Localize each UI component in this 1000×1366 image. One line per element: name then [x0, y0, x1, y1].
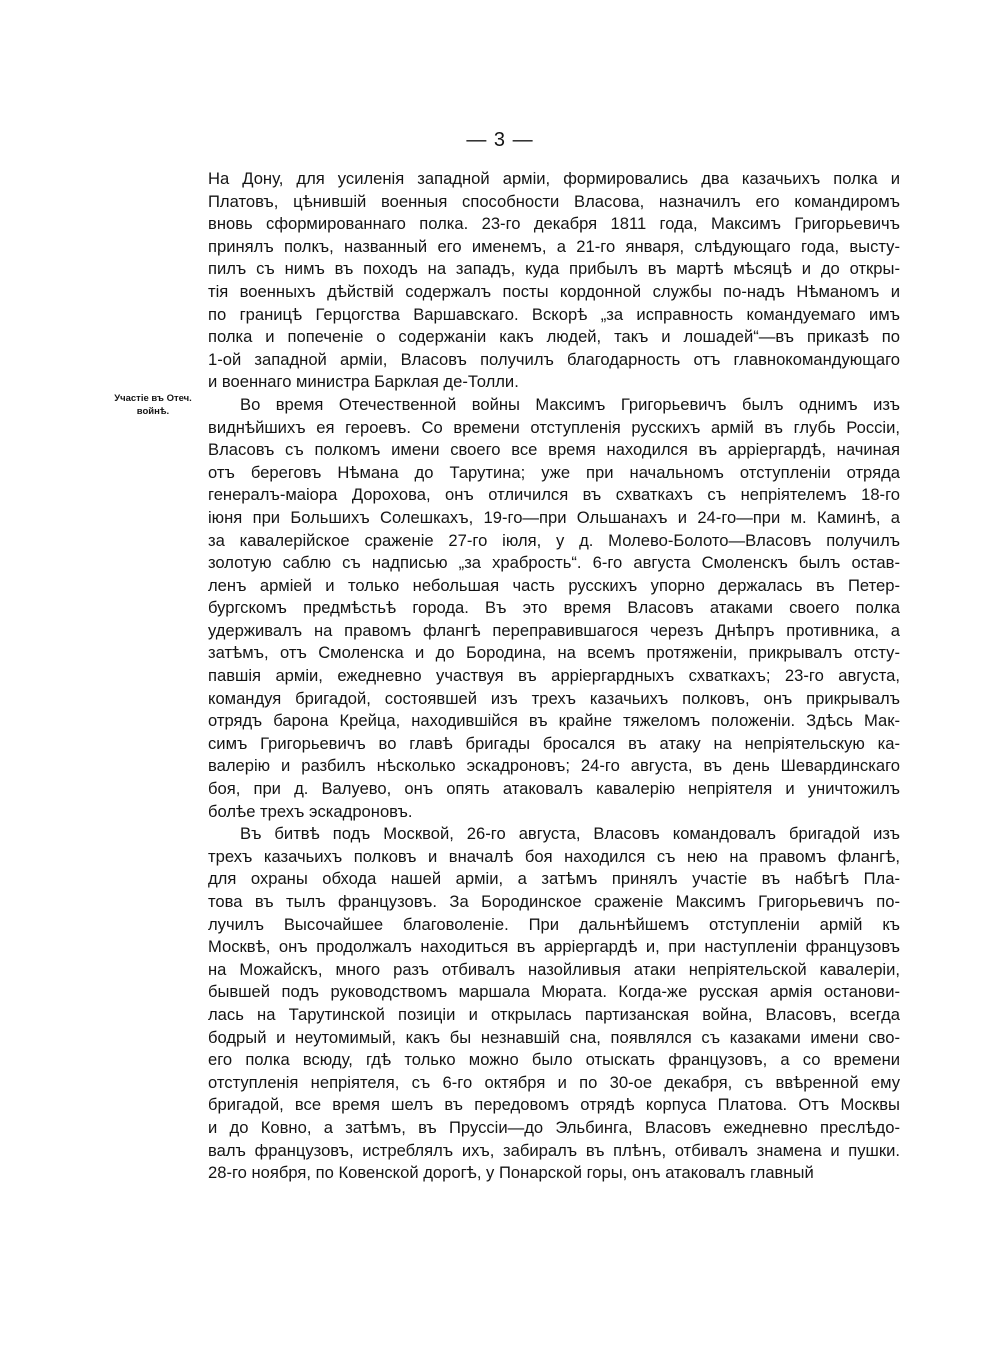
text-line: това въ тылъ французовъ. За Бородинское сраженіе Максимъ Григорьевичъ по-: [208, 892, 900, 911]
text-line: командуя бригадой, состоявшей изъ трехъ казачьихъ полковъ, онъ прикрывалъ: [208, 688, 900, 708]
text-line: симъ Григорьевичъ во главѣ бригады бросался въ атаку на непріятельскую ка-: [208, 733, 900, 753]
text-line: принялъ полкъ, названный его именемъ, а 21-го января, слѣдующаго года, высту-: [208, 236, 900, 256]
paragraph: [208, 168, 900, 394]
text-line: лась на Тарутинской позиціи и открылась партизанская война, Власовъ, всегда: [208, 1004, 900, 1024]
text-line: отрядъ барона Крейца, находившійся въ крайне тяжеломъ положеніи. Здѣсь Мак-: [208, 711, 900, 731]
text-line: золотую саблю съ надписью „за храбрость“. 6-го августа Смоленскъ былъ остав-: [208, 553, 900, 573]
text-line: лучилъ Высочайшее благоволеніе. При дальнѣйшемъ отступленіи армій къ: [208, 914, 900, 934]
text-line: Въ битвѣ подъ Москвой, 26-го августа, Власовъ командовалъ бригадой изъ: [240, 824, 900, 844]
text-line: бургскомъ предмѣстьѣ города. Въ это время Власовъ атаками своего полка: [208, 598, 900, 618]
text-line: трехъ казачьихъ полковъ и вначалѣ боя находился съ нею на правомъ флангѣ,: [208, 846, 900, 866]
margin-note-line: войнѣ.: [136, 406, 170, 417]
paragraph: [208, 823, 900, 1185]
text-line: болѣе трехъ эскадроновъ.: [208, 801, 413, 821]
text-line: и военнаго министра Барклая де-Толли.: [208, 372, 519, 392]
text-line: тія военныхъ дѣйствій содержалъ посты кордонной службы по-надъ Нѣманомъ и: [208, 281, 900, 301]
text-line: бодрый и неутомимый, какъ бы незнавшій сна, появлялся съ казаками имени сво-: [208, 1027, 900, 1047]
text-line: виднѣйшихъ ея героевъ. Со времени отступленія русскихъ армій въ глубь Россіи,: [208, 417, 900, 437]
paragraph: [208, 394, 900, 823]
text-line: Москвѣ, онъ продолжалъ находиться въ арріергардѣ и, при наступленіи французовъ: [208, 937, 900, 957]
text-line: 1-ой западной арміи, Власовъ получилъ благодарность отъ главнокомандующаго: [208, 349, 900, 369]
page-number: — 3 —: [466, 129, 534, 151]
text-line: генералъ-маіора Дорохова, онъ отличился въ схваткахъ съ непріятелемъ 18-го: [208, 485, 900, 505]
text-line: На Дону, для усиленія западной арміи, формировались два казачьихъ полка и: [208, 169, 900, 188]
text-line: по границѣ Герцогства Варшавскаго. Вскорѣ „за исправность командуемаго имъ: [208, 304, 900, 324]
text-line: отъ береговъ Нѣмана до Тарутина; уже при начальномъ отступленіи отряда: [208, 462, 900, 482]
text-line: Во время Отечественной войны Максимъ Григорьевичъ былъ однимъ изъ: [240, 394, 900, 414]
margin-note-line: Участіе въ Отеч.: [114, 393, 192, 404]
text-line: валерію и разбилъ нѣсколько эскадроновъ; 24-го августа, въ день Шевардинскаго: [208, 756, 900, 776]
text-line: валъ французовъ, истреблялъ ихъ, забиралъ въ плѣнъ, отбивалъ знамена и пушки.: [208, 1140, 900, 1160]
text-line: Власовъ съ полкомъ имени своего все время находился въ арріергардѣ, начиная: [208, 440, 900, 460]
text-line: на Можайскъ, много разъ отбивалъ назойливыя атаки непріятельской кавалеріи,: [208, 959, 900, 979]
text-line: бывшей подъ руководствомъ маршала Мюрата. Когда-же русская армія останови-: [208, 982, 900, 1002]
text-line: бригадой, все время шелъ въ передовомъ отрядѣ корпуса Платова. Отъ Москвы: [208, 1095, 900, 1115]
text-line: 28-го ноября, по Ковенской дорогѣ, у Понарской горы, онъ атаковалъ главный: [208, 1163, 814, 1183]
text-line: полка и попеченіе о содержаніи какъ людей, такъ и лошадей“—въ приказѣ по: [208, 327, 900, 347]
text-line: Платовъ, цѣнившій военныя способности Власова, назначилъ его командиромъ: [208, 191, 900, 211]
text-line: вновь сформированнаго полка. 23-го декабря 1811 года, Максимъ Григорьевичъ: [208, 214, 900, 234]
text-line: для охраны обхода нашей арміи, а затѣмъ принялъ участіе въ набѣгѣ Пла-: [208, 869, 900, 889]
text-line: іюня при Большихъ Солешкахъ, 19-го—при Ольшанахъ и 24-го—при м. Каминѣ, а: [208, 507, 900, 527]
text-line: удерживалъ на правомъ флангѣ переправившагося черезъ Днѣпръ противника, а: [208, 620, 900, 640]
text-line: ленъ арміей и только небольшая часть русскихъ упорно держалась въ Петер-: [208, 575, 900, 595]
margin-note: [98, 392, 208, 418]
text-line: его полка всюду, гдѣ только можно было отыскать французовъ, а со времени: [208, 1050, 900, 1070]
text-line: затѣмъ, отъ Смоленска и до Бородина, на всемъ протяженіи, прикрывалъ отсту-: [208, 643, 900, 663]
text-line: павшія арміи, ежедневно участвуя въ арріергардныхъ схваткахъ; 23-го августа,: [208, 666, 900, 686]
body-text: [208, 168, 900, 1185]
text-line: отступленія непріятеля, съ 6-го октября и по 30-ое декабря, съ ввѣренной ему: [208, 1072, 900, 1092]
text-line: и до Ковно, а затѣмъ, въ Пруссіи—до Эльбинга, Власовъ ежедневно преслѣдо-: [208, 1117, 900, 1137]
text-line: за кавалерійское сраженіе 27-го іюля, у д. Молево-Болото—Власовъ получилъ: [208, 530, 900, 550]
text-line: боя, при д. Валуево, онъ опять атаковалъ кавалерію непріятеля и уничтожилъ: [208, 779, 900, 799]
text-line: пилъ съ нимъ въ походъ на западъ, куда прибылъ въ мартѣ мѣсяцѣ и до откры-: [208, 259, 900, 279]
